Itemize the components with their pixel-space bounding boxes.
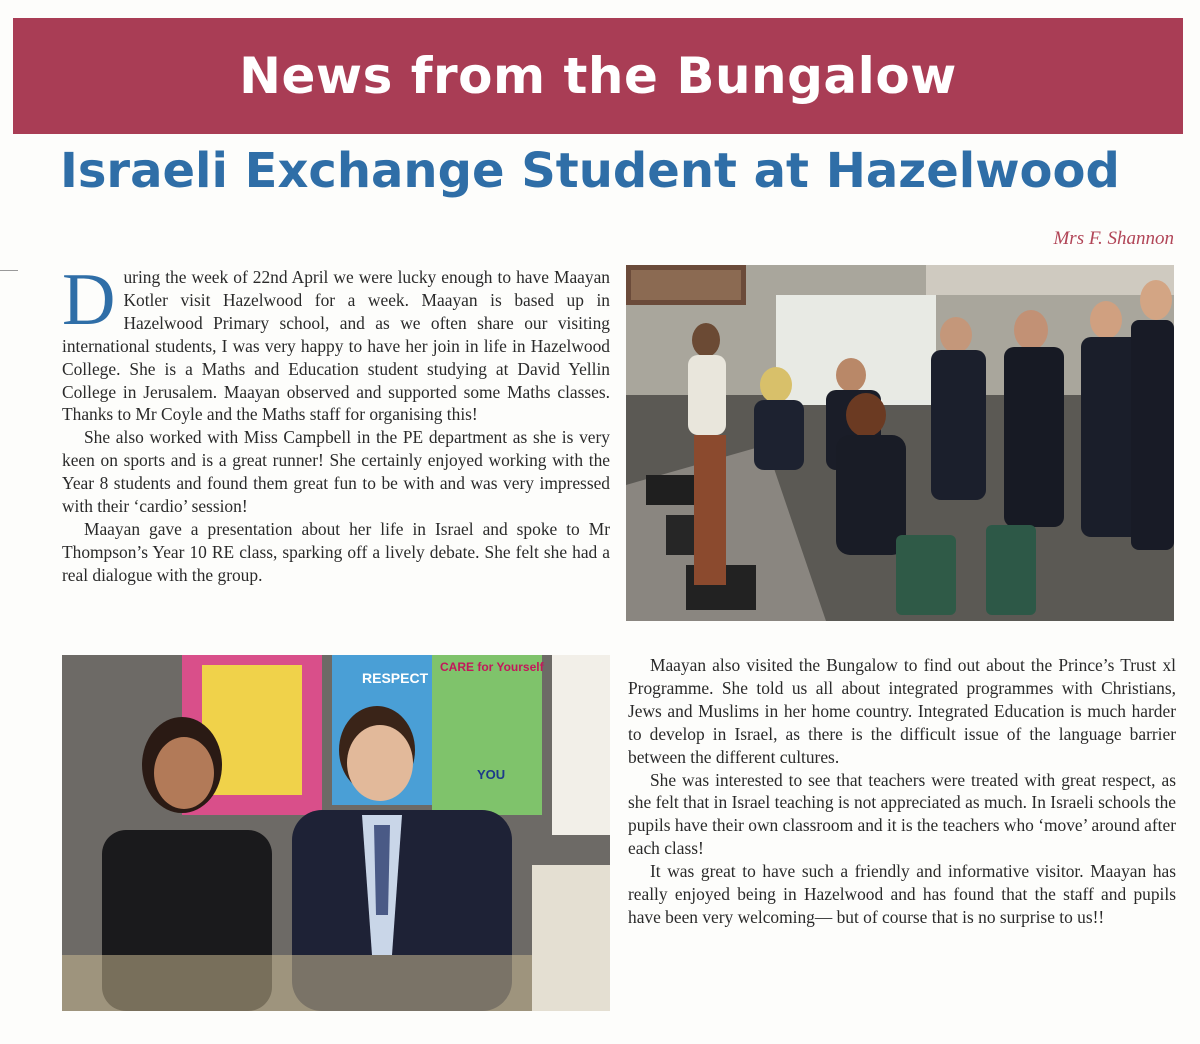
- article-byline: Mrs F. Shannon: [1053, 228, 1174, 249]
- article-column-right: [628, 654, 1176, 929]
- article-column-left: [62, 259, 610, 587]
- classroom-photo: [626, 265, 1174, 621]
- paragraph-6: It was great to have such a friendly and informative visitor. Maayan has really enjoyed being in Hazelwood and has found that the staff and pupils have been very welcoming— but of course that is no surprise to us!!: [628, 861, 1176, 927]
- margin-mark: [0, 270, 18, 271]
- student-portrait-photo: [62, 655, 610, 1011]
- paragraph-1-text: uring the week of 22nd April we were lucky enough to have Maayan Kotler visit Hazelwood for a week. Maayan is based up in Hazelwood Primary school, and as we often share our visiting international students, I was very happy to have her join in life in Hazelwood College. She is a Maths and Education student studying at David Yellin College in Jerusalem. Maayan observed and supported some Maths classes. Thanks to Mr Coyle and the Maths staff for organising this!: [62, 267, 610, 425]
- poster-respect-text: RESPECT: [362, 670, 429, 686]
- poster-you-text: YOU: [477, 767, 506, 782]
- section-banner: [13, 18, 1183, 134]
- paragraph-1: [62, 259, 610, 426]
- poster-care-text: CARE for Yourself: [440, 660, 544, 674]
- banner-title: News from the Bungalow: [239, 47, 957, 105]
- paragraph-3: Maayan gave a presentation about her life in Israel and spoke to Mr Thompson’s Year 10 RE class, sparking off a lively debate. She felt she had a real dialogue with the group.: [62, 518, 610, 585]
- drop-cap: D: [62, 259, 116, 341]
- article-headline: Israeli Exchange Student at Hazelwood: [60, 143, 1120, 199]
- paragraph-5: She was interested to see that teachers were treated with great respect, as she felt that in Israel teaching is not appreciated as much. In Israeli schools the pupils have their own classroom and it is the teachers who ‘move’ around after each class!: [628, 769, 1176, 859]
- paragraph-4: Maayan also visited the Bungalow to find out about the Prince’s Trust xl Programme. She told us all about integrated programmes with Christians, Jews and Muslims in her home country. Integrated Education is much harder to develop in Israel, as there is the difficult issue of the language barrier between the different cultures.: [628, 655, 1176, 767]
- paragraph-2: She also worked with Miss Campbell in the PE department as she is very keen on sports and is a great runner! She certainly enjoyed working with the Year 8 students and found them great fun to be with and was very impressed with their ‘cardio’ session!: [62, 427, 610, 517]
